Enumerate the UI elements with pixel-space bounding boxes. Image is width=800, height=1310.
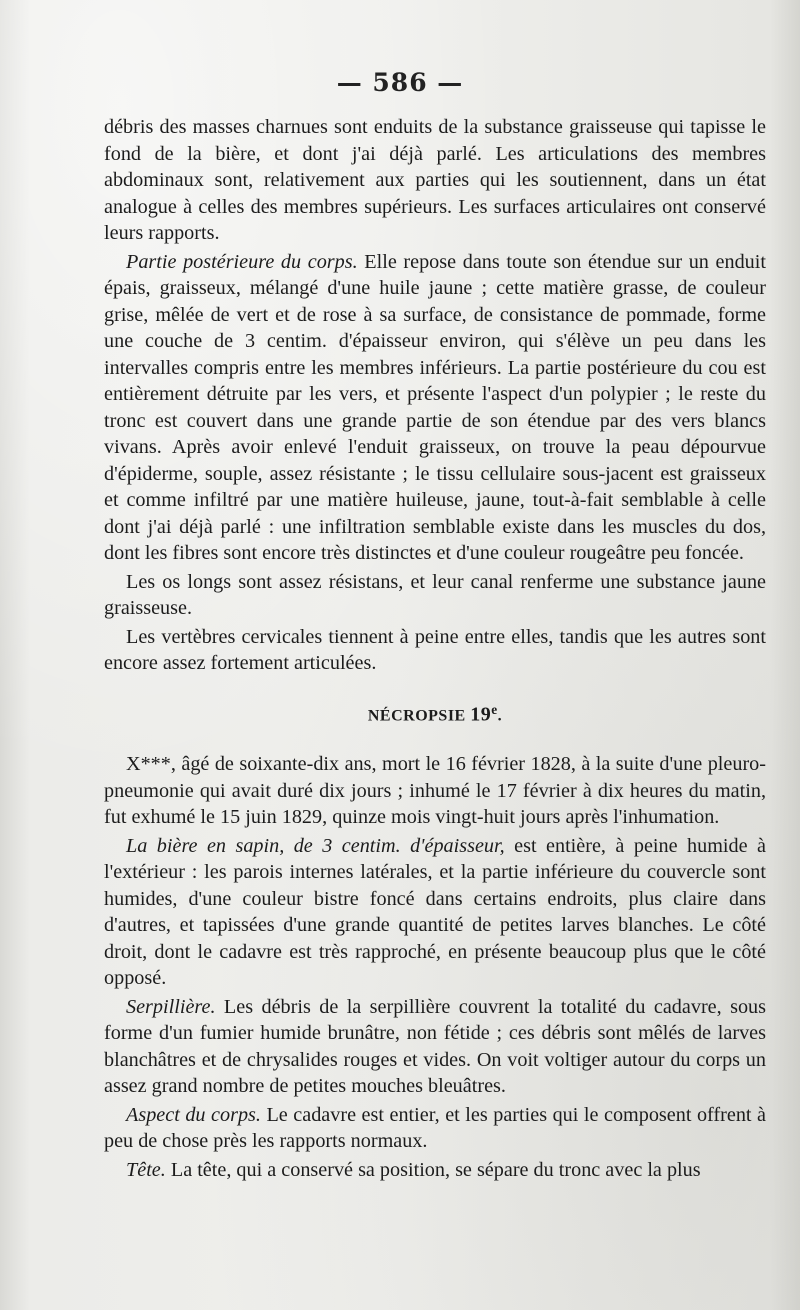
paragraph-lead: Tête. — [126, 1158, 166, 1181]
paragraph — [104, 994, 766, 1100]
paragraph — [104, 249, 766, 567]
paragraph-lead: Serpillière. — [126, 995, 216, 1018]
paragraph-lead: La bière en sapin, de 3 centim. d'épaisseur, — [126, 834, 505, 857]
paragraph-text: Les os longs sont assez résistans, et leur canal renferme une substance jaune graisseuse. — [104, 570, 766, 619]
paragraph — [104, 114, 766, 247]
section-heading — [104, 697, 766, 730]
heading-label: NÉCROPSIE — [367, 706, 466, 724]
paragraph-text: est entière, à peine humide à l'extérieur : les parois internes latérales, et la partie inférieure du couvercle sont humides, d'une couleur bistre foncé dans certains endroits, plus claire dans d'autres, et tapissées d'une grande quantité de petites larves blanches. Le côté droit, dont le cadavre est très rapproché, en présente beaucoup plus que le côté opposé. — [104, 834, 766, 990]
paragraph-lead: Aspect du corps. — [126, 1103, 261, 1126]
paragraph — [104, 1102, 766, 1155]
paragraph — [104, 569, 766, 622]
paragraph — [104, 624, 766, 677]
paragraph-text: X***, âgé de soixante-dix ans, mort le 16 février 1828, à la suite d'une pleuro-pneumonie qui avait duré dix jours ; inhumé le 17 février à dix heures du matin, fut exhumé le 15 juin 1829, quinze mois vingt-huit jours après l'inhumation. — [104, 753, 766, 829]
paragraph-text: Les débris de la serpillière couvrent la totalité du cadavre, sous forme d'un fumier humide brunâtre, non fétide ; ces débris sont mêlés de larves blanchâtres et de chrysalides rouges et vides. On voit voltiger autour du corps un assez grand nombre de petites mouches bleuâtres. — [104, 995, 766, 1098]
heading-number: 19 — [470, 702, 492, 725]
paragraph-text: Elle repose dans toute son étendue sur un enduit épais, graisseux, mélangé d'une huile jaune ; cette matière grasse, de couleur grise, mêlée de vert et de rose à sa surface, de consistance de pommade, forme une couche de 3 centim. d'épaisseur environ, qui s'élève un peu dans les intervalles compris entre les membres inférieurs. La partie postérieure du cou est entièrement détruite par les vers, et présente l'aspect d'un polypier ; le reste du tronc est couvert dans une grande partie de son étendue par des vers blancs vivans. Après avoir enlevé l'enduit graisseux, on trouve la peau dépourvue d'épiderme, souple, assez résistante ; le tissu cellulaire sous-jacent est graisseux et comme infiltré par une matière huileuse, jaune, tout-à-fait semblable à celle dont j'ai déjà parlé : une infiltration semblable existe dans les muscles du dos, dont les fibres sont encore très distinctes et d'une couleur rougeâtre peu foncée. — [104, 250, 766, 564]
paragraph — [104, 751, 766, 831]
paragraph-lead: Partie postérieure du corps. — [126, 250, 358, 273]
paragraph-text: débris des masses charnues sont enduits de la substance graisseuse qui tapisse le fond de la bière, et dont j'ai déjà parlé. Les articulations des membres abdominaux sont, relativement aux parties qui les soutiennent, dans un état analogue à celles des membres supérieurs. Les surfaces articulaires ont conservé leurs rapports. — [104, 116, 766, 244]
paragraph-text: La tête, qui a conservé sa position, se sépare du tronc avec la plus — [165, 1158, 701, 1181]
paragraph-text: Les vertèbres cervicales tiennent à peine entre elles, tandis que les autres sont encore assez fortement articulées. — [104, 625, 766, 674]
page-body — [104, 114, 766, 1183]
paragraph — [104, 833, 766, 992]
page-number: — 586 — — [336, 68, 464, 97]
paragraph-text: Le cadavre est entier, et les parties qui le composent offrent à peu de chose près les rapports normaux. — [104, 1103, 767, 1153]
heading-sup: e — [491, 701, 498, 717]
paragraph — [104, 1157, 766, 1184]
heading-end: . — [497, 706, 503, 724]
